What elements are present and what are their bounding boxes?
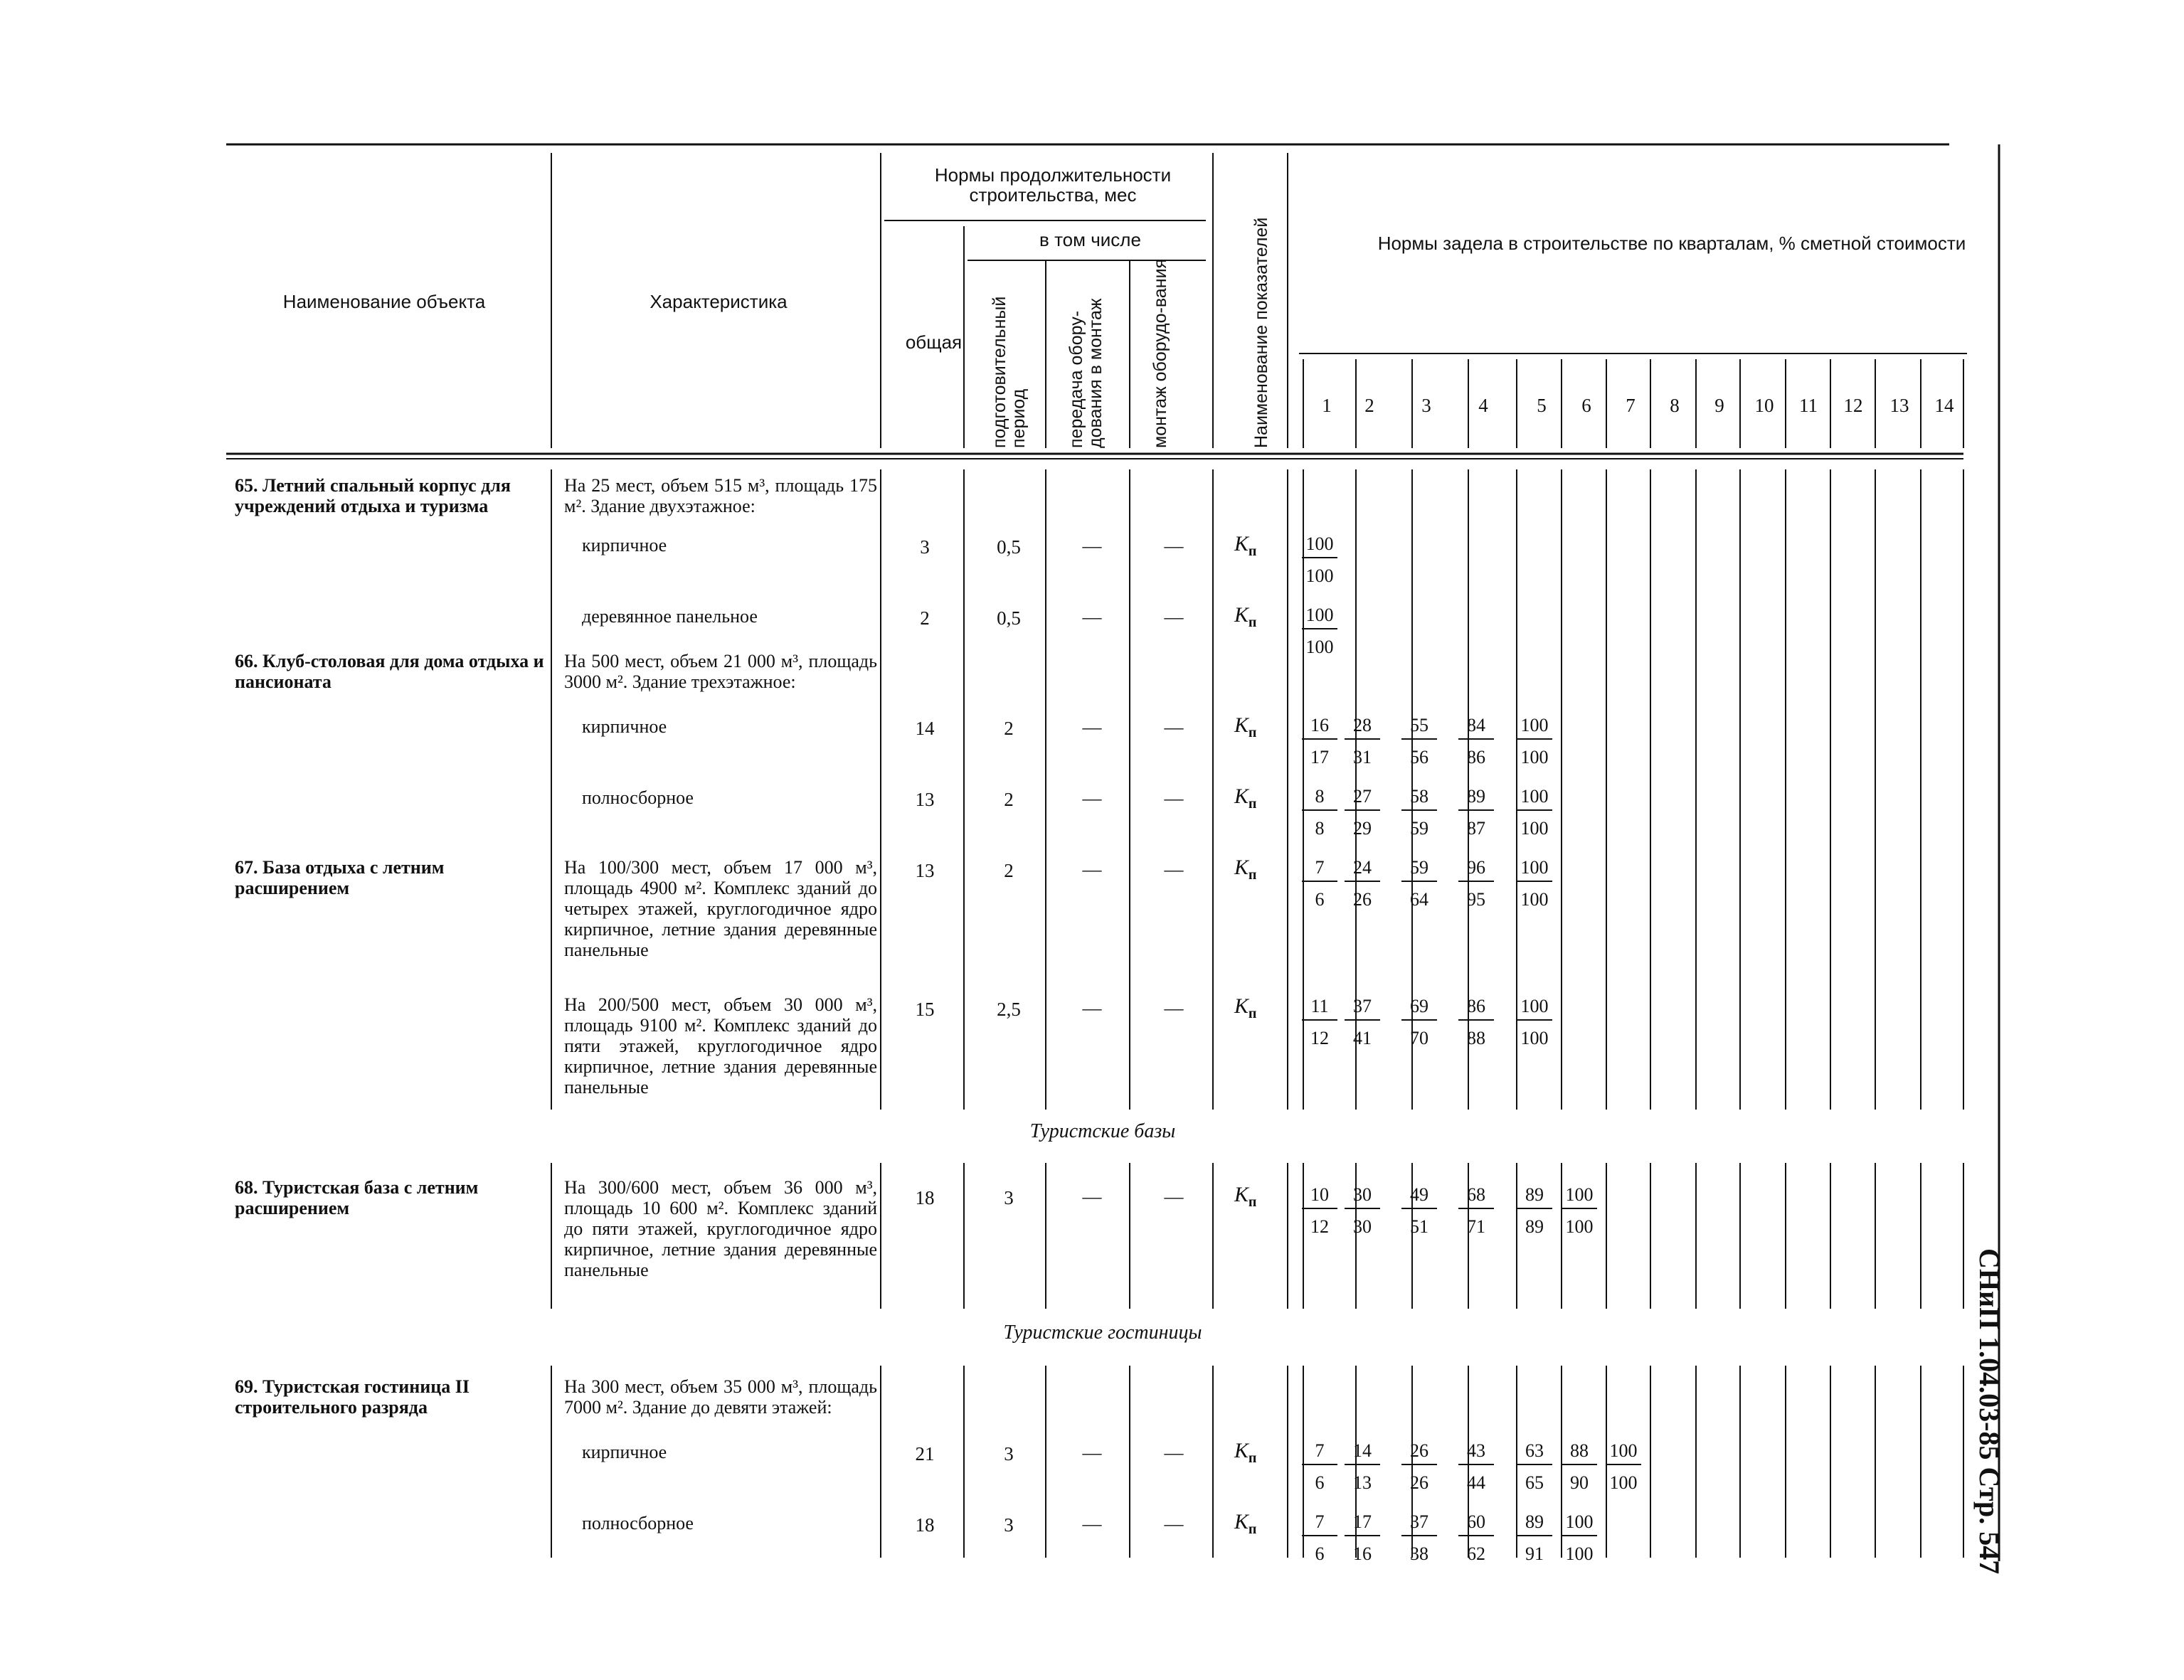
backlog-fraction: $\frac{100}{100}$ xyxy=(1562,1511,1597,1565)
backlog-fraction: $\frac{96}{95}$ xyxy=(1458,857,1494,910)
quarter-number: 5 xyxy=(1537,395,1547,416)
variant-description: На 300/600 мест, объем 36 000 м³, площадь 10 600 м². Комплекс зданий до пяти этажей, круглогодичное ядро кирпичное, летние здания деревянные панельные xyxy=(564,1177,877,1280)
backlog-fraction: $\frac{26}{26}$ xyxy=(1401,1440,1437,1494)
total-duration: 13 xyxy=(915,860,935,881)
backlog-fraction: $\frac{100}{100}$ xyxy=(1517,786,1552,839)
quarter-number: 8 xyxy=(1670,395,1680,416)
variant-label: полносборное xyxy=(582,787,694,808)
section-tourist-hotels: Туристские гостиницы xyxy=(1003,1322,1202,1344)
backlog-fraction: $\frac{88}{90}$ xyxy=(1562,1440,1597,1494)
indicator-kp: $К_п$ xyxy=(1234,532,1257,559)
backlog-fraction: $\frac{59}{64}$ xyxy=(1401,857,1437,910)
backlog-fraction: $\frac{100}{100}$ xyxy=(1517,715,1552,768)
backlog-fraction: $\frac{89}{87}$ xyxy=(1458,786,1494,839)
total-duration: 15 xyxy=(915,999,935,1020)
section-tourist-bases: Туристские базы xyxy=(1029,1120,1176,1142)
quarter-number: 14 xyxy=(1934,395,1954,416)
backlog-fraction: $\frac{100}{100}$ xyxy=(1517,857,1552,910)
object-69-name: 69. Туристская гостиница II строительного разряда xyxy=(235,1376,470,1418)
variant-label: кирпичное xyxy=(582,1442,667,1462)
quarter-number: 7 xyxy=(1626,395,1636,416)
backlog-fraction: $\frac{100}{100}$ xyxy=(1562,1184,1597,1238)
total-duration: 14 xyxy=(915,718,935,739)
backlog-fraction: $\frac{89}{89}$ xyxy=(1517,1184,1552,1238)
equipment-mounting: — xyxy=(1164,535,1184,556)
variant-description: На 100/300 мест, объем 17 000 м³, площадь 4900 м². Комплекс зданий до четырех этажей, круглогодичное ядро кирпичное, летние здания деревянные панельные xyxy=(564,857,877,960)
equipment-handover: — xyxy=(1082,787,1102,809)
header-backlog-norms: Нормы задела в строительстве по кварталам, % сметной стоимости xyxy=(1377,233,1966,254)
variant-label: полносборное xyxy=(582,1513,694,1533)
quarter-number: 6 xyxy=(1581,395,1591,416)
prep-period-duration: 3 xyxy=(1004,1443,1014,1464)
indicator-kp: $К_п$ xyxy=(1234,1439,1257,1466)
backlog-fraction: $\frac{24}{26}$ xyxy=(1345,857,1380,910)
quarter-number: 1 xyxy=(1322,395,1332,416)
equipment-handover: — xyxy=(1082,716,1102,738)
equipment-handover: — xyxy=(1082,858,1102,880)
backlog-fraction: $\frac{69}{70}$ xyxy=(1401,996,1437,1049)
backlog-fraction: $\frac{55}{56}$ xyxy=(1401,715,1437,768)
backlog-fraction: $\frac{49}{51}$ xyxy=(1401,1184,1437,1238)
backlog-fraction: $\frac{30}{30}$ xyxy=(1345,1184,1380,1238)
prep-period-duration: 3 xyxy=(1004,1187,1014,1208)
backlog-fraction: $\frac{100}{100}$ xyxy=(1517,996,1552,1049)
variant-label: кирпичное xyxy=(582,716,667,737)
equipment-handover: — xyxy=(1082,997,1102,1019)
equipment-mounting: — xyxy=(1164,1513,1184,1534)
quarter-number: 4 xyxy=(1478,395,1488,416)
backlog-fraction: $\frac{58}{59}$ xyxy=(1401,786,1437,839)
indicator-kp: $К_п$ xyxy=(1234,785,1257,812)
indicator-kp: $К_п$ xyxy=(1234,994,1257,1021)
backlog-fraction: $\frac{16}{17}$ xyxy=(1302,715,1337,768)
backlog-fraction: $\frac{10}{12}$ xyxy=(1302,1184,1337,1238)
header-equipment-handover: передача обору-дования в монтаж xyxy=(1066,298,1106,448)
prep-period-duration: 2,5 xyxy=(997,999,1021,1020)
backlog-fraction: $\frac{37}{38}$ xyxy=(1401,1511,1437,1565)
prep-period-duration: 3 xyxy=(1004,1514,1014,1536)
prep-period-duration: 0,5 xyxy=(997,536,1021,558)
quarter-number: 10 xyxy=(1754,395,1774,416)
total-duration: 2 xyxy=(920,607,930,629)
prep-period-duration: 2 xyxy=(1004,860,1014,881)
backlog-fraction: $\frac{7}{6}$ xyxy=(1302,857,1337,910)
page-reference: СНиП 1.04.03-85 Стр. 547 xyxy=(1973,1248,2005,1575)
prep-period-duration: 2 xyxy=(1004,718,1014,739)
variant-label: деревянное панельное xyxy=(582,606,758,627)
backlog-fraction: $\frac{7}{6}$ xyxy=(1302,1511,1337,1565)
equipment-handover: — xyxy=(1082,606,1102,627)
equipment-handover: — xyxy=(1082,535,1102,556)
indicator-kp: $К_п$ xyxy=(1234,1183,1257,1210)
object-66-description: На 500 мест, объем 21 000 м³, площадь 3000 м². Здание трехэтажное: xyxy=(564,651,877,692)
backlog-fraction: $\frac{11}{12}$ xyxy=(1302,996,1337,1049)
object-65-description: На 25 мест, объем 515 м³, площадь 175 м². Здание двухэтажное: xyxy=(564,475,877,516)
backlog-fraction: $\frac{37}{41}$ xyxy=(1345,996,1380,1049)
header-duration-norms: Нормы продолжительности строительства, мес xyxy=(934,164,1172,206)
total-duration: 18 xyxy=(915,1514,935,1536)
equipment-mounting: — xyxy=(1164,858,1184,880)
indicator-kp: $К_п$ xyxy=(1234,856,1257,883)
equipment-handover: — xyxy=(1082,1186,1102,1207)
backlog-fraction: $\frac{60}{62}$ xyxy=(1458,1511,1494,1565)
object-69-description: На 300 мест, объем 35 000 м³, площадь 7000 м². Здание до девяти этажей: xyxy=(564,1376,877,1418)
backlog-fraction: $\frac{8}{8}$ xyxy=(1302,786,1337,839)
equipment-mounting: — xyxy=(1164,997,1184,1019)
object-68-name: 68. Туристская база с летним расширением xyxy=(235,1177,479,1218)
total-duration: 3 xyxy=(920,536,930,558)
header-characteristic: Характеристика xyxy=(650,291,788,312)
object-66-name: 66. Клуб-столовая для дома отдыха и пансионата xyxy=(235,651,544,692)
quarter-number: 2 xyxy=(1364,395,1374,416)
backlog-fraction: $\frac{100}{100}$ xyxy=(1302,605,1337,658)
backlog-fraction: $\frac{27}{29}$ xyxy=(1345,786,1380,839)
backlog-fraction: $\frac{17}{16}$ xyxy=(1345,1511,1380,1565)
backlog-fraction: $\frac{86}{88}$ xyxy=(1458,996,1494,1049)
equipment-handover: — xyxy=(1082,1513,1102,1534)
backlog-fraction: $\frac{43}{44}$ xyxy=(1458,1440,1494,1494)
object-65-name: 65. Летний спальный корпус для учреждений отдыха и туризма xyxy=(235,475,511,516)
quarter-number: 11 xyxy=(1799,395,1818,416)
quarter-number: 12 xyxy=(1843,395,1863,416)
equipment-mounting: — xyxy=(1164,716,1184,738)
equipment-handover: — xyxy=(1082,1442,1102,1463)
quarter-number: 13 xyxy=(1889,395,1909,416)
header-including: в том числе xyxy=(1039,229,1141,250)
equipment-mounting: — xyxy=(1164,1186,1184,1207)
backlog-fraction: $\frac{7}{6}$ xyxy=(1302,1440,1337,1494)
prep-period-duration: 0,5 xyxy=(997,607,1021,629)
backlog-fraction: $\frac{89}{91}$ xyxy=(1517,1511,1552,1565)
header-indicator-name: Наименование показателей xyxy=(1251,217,1271,448)
equipment-mounting: — xyxy=(1164,1442,1184,1463)
backlog-fraction: $\frac{100}{100}$ xyxy=(1302,533,1337,587)
header-total: общая xyxy=(905,331,963,353)
total-duration: 13 xyxy=(915,789,935,810)
equipment-mounting: — xyxy=(1164,606,1184,627)
variant-description: На 200/500 мест, объем 30 000 м³, площадь 9100 м². Комплекс зданий до пяти этажей, круглогодичное ядро кирпичное, летние здания деревянные панельные xyxy=(564,994,877,1097)
backlog-fraction: $\frac{84}{86}$ xyxy=(1458,715,1494,768)
backlog-fraction: $\frac{100}{100}$ xyxy=(1606,1440,1641,1494)
indicator-kp: $К_п$ xyxy=(1234,713,1257,740)
variant-label: кирпичное xyxy=(582,535,667,555)
prep-period-duration: 2 xyxy=(1004,789,1014,810)
backlog-fraction: $\frac{14}{13}$ xyxy=(1345,1440,1380,1494)
header-equipment-mounting: монтаж оборудо-вания xyxy=(1150,258,1170,448)
object-67-name: 67. База отдыха с летним расширением xyxy=(235,857,445,898)
header-object-name: Наименование объекта xyxy=(282,291,486,312)
total-duration: 21 xyxy=(915,1443,935,1464)
quarter-number: 9 xyxy=(1714,395,1724,416)
equipment-mounting: — xyxy=(1164,787,1184,809)
quarter-number: 3 xyxy=(1421,395,1431,416)
backlog-fraction: $\frac{68}{71}$ xyxy=(1458,1184,1494,1238)
header-prep-period: подготовительный период xyxy=(990,296,1029,448)
indicator-kp: $К_п$ xyxy=(1234,1510,1257,1537)
indicator-kp: $К_п$ xyxy=(1234,603,1257,630)
backlog-fraction: $\frac{63}{65}$ xyxy=(1517,1440,1552,1494)
backlog-fraction: $\frac{28}{31}$ xyxy=(1345,715,1380,768)
total-duration: 18 xyxy=(915,1187,935,1208)
